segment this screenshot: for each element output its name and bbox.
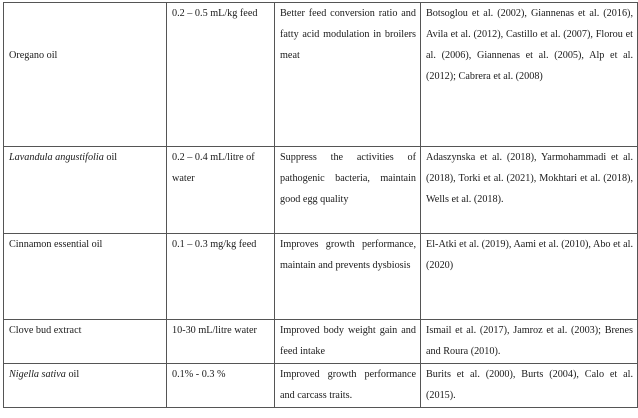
dose-text: 0.2 – 0.4 mL/litre of water	[172, 152, 255, 184]
table-row	[4, 320, 638, 364]
effect-cell	[275, 3, 421, 147]
effect-text: Improved body weight gain and feed intake	[280, 325, 416, 357]
refs-cell	[421, 234, 638, 320]
oil-name-cell	[4, 234, 167, 320]
oil-name-italic: Nigella sativa	[9, 369, 66, 380]
table-row	[4, 147, 638, 234]
effect-cell	[275, 147, 421, 234]
effect-cell	[275, 234, 421, 320]
oil-name-italic: Lavandula angustifolia	[9, 152, 104, 163]
refs-cell	[421, 3, 638, 147]
table-row	[4, 364, 638, 408]
oil-name: Oregano oil	[9, 50, 58, 61]
dose-cell	[167, 364, 275, 408]
dose-text: 0.1 – 0.3 mg/kg feed	[172, 239, 257, 250]
oil-name: oil	[65, 369, 80, 380]
oil-name-cell	[4, 320, 167, 364]
effect-cell	[275, 364, 421, 408]
oil-name: Clove bud extract	[9, 325, 82, 336]
refs-cell	[421, 320, 638, 364]
refs-text: El-Atki et al. (2019), Aami et al. (2010), Abo et al. (2020)	[426, 239, 633, 271]
refs-text: Adaszynska et al. (2018), Yarmohammadi et al. (2018), Torki et al. (2021), Mokhtari et al. (2018), Wells et al. (2018).	[426, 152, 633, 205]
oil-name-cell	[4, 3, 167, 147]
dose-text: 0.1% - 0.3 %	[172, 369, 226, 380]
refs-cell	[421, 147, 638, 234]
dose-cell	[167, 3, 275, 147]
essential-oils-table	[3, 2, 638, 408]
oil-name-cell	[4, 147, 167, 234]
oil-name: oil	[103, 152, 118, 163]
effect-text: Better feed conversion ratio and fatty acid modulation in broilers meat	[280, 8, 416, 61]
dose-cell	[167, 234, 275, 320]
refs-text: Botsoglou et al. (2002), Giannenas et al. (2016), Avila et al. (2012), Castillo et al. (2007), Florou et al. (2006), Giannenas et al. (2005), Alp et al. (2012); Cabrera et al. (2008)	[426, 8, 633, 82]
effect-text: Suppress the activities of pathogenic bacteria, maintain good egg quality	[280, 152, 416, 205]
dose-text: 0.2 – 0.5 mL/kg feed	[172, 8, 258, 19]
oil-name-cell	[4, 364, 167, 408]
refs-text: Ismail et al. (2017), Jamroz et al. (2003); Brenes and Roura (2010).	[426, 325, 633, 357]
effect-text: Improves growth performance, maintain and prevents dysbiosis	[280, 239, 416, 271]
dose-cell	[167, 147, 275, 234]
refs-text: Burits et al. (2000), Burts (2004), Calo et al. (2015).	[426, 369, 633, 401]
effect-text: Improved growth performance and carcass traits.	[280, 369, 416, 401]
dose-cell	[167, 320, 275, 364]
dose-text: 10-30 mL/litre water	[172, 325, 257, 336]
refs-cell	[421, 364, 638, 408]
table-row	[4, 234, 638, 320]
table-row	[4, 3, 638, 147]
effect-cell	[275, 320, 421, 364]
oil-name: Cinnamon essential oil	[9, 239, 103, 250]
